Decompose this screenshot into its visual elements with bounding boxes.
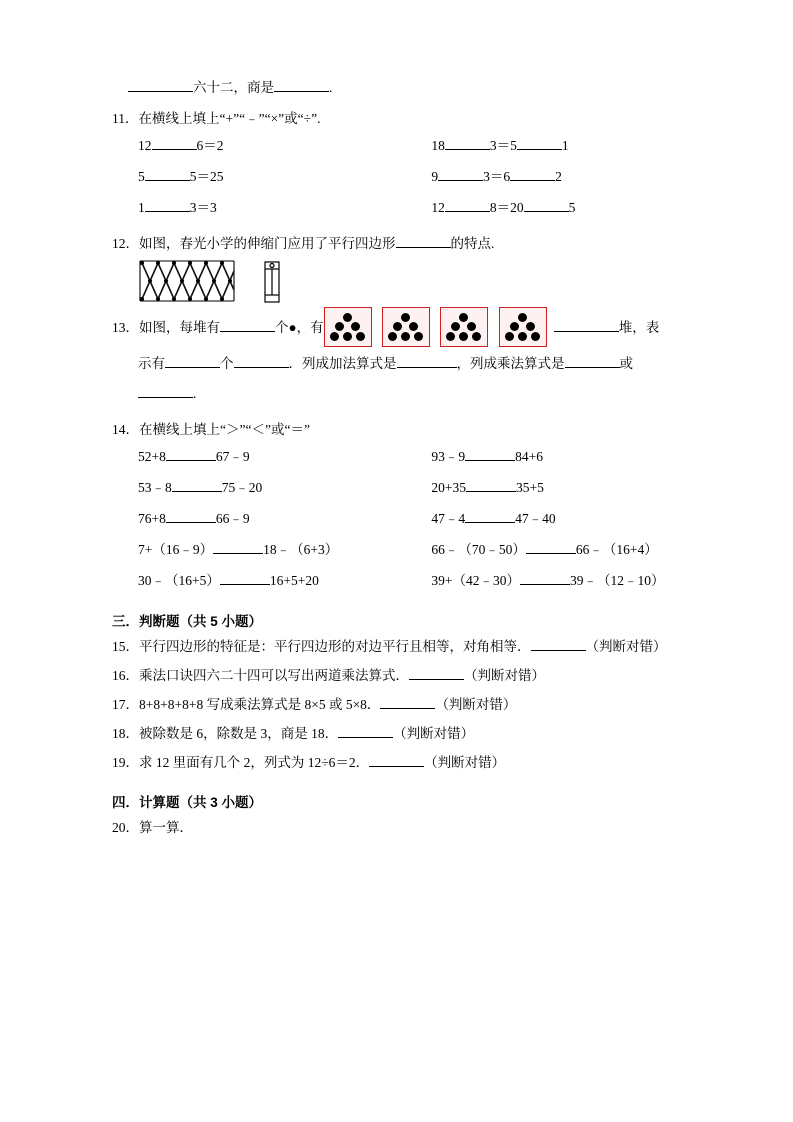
judge-blank[interactable] — [369, 753, 424, 767]
q11-row-1-left — [138, 130, 428, 161]
question-17-text: 8+8+8+8+8 写成乘法算式是 8×5 或 5×8． — [139, 697, 381, 712]
q11-row-1-right — [431, 130, 568, 161]
q14-r2-r-b: 35+5 — [516, 480, 544, 495]
question-19-text: 求 12 里面有几个 2，列式为 12÷6＝2． — [139, 755, 370, 770]
q14-row-2-right — [431, 472, 544, 503]
question-13-text-a: 如图，每堆有 — [139, 320, 220, 336]
q14-row-3 — [138, 503, 681, 534]
judge-blank[interactable] — [380, 695, 435, 709]
q14-r2-r-a: 20+35 — [431, 480, 466, 495]
question-13 — [112, 309, 681, 349]
question-20 — [112, 813, 681, 842]
q11-r3-l-b: 3＝3 — [189, 200, 217, 215]
question-16-tag: （判断对错） — [464, 668, 545, 683]
question-13-text-g: ，列成乘法算式是 — [456, 356, 565, 371]
q14-r2-l-b: 75﹣20 — [221, 480, 263, 495]
q14-r5-r-a: 39+（42﹣30） — [431, 573, 520, 588]
answer-blank[interactable] — [274, 78, 329, 92]
question-12-number: 12． — [112, 236, 139, 251]
q14-r4-l-a: 7+（16﹣9） — [138, 542, 214, 557]
dot-group-2 — [382, 307, 430, 347]
compare-blank[interactable] — [166, 447, 216, 461]
fill-blank[interactable] — [438, 167, 483, 181]
question-15-text: 平行四边形的特征是：平行四边形的对边平行且相等，对角相等． — [139, 639, 531, 654]
telescoping-gate-icon — [138, 259, 236, 303]
question-13-text-e: 个 — [220, 356, 234, 371]
question-16-number: 16． — [112, 668, 139, 683]
q14-r3-r-b: 47﹣40 — [515, 511, 556, 526]
q11-r1-l-b: 6＝2 — [196, 138, 224, 153]
question-13-text-f: ．列成加法算式是 — [288, 356, 397, 371]
question-12-text-b: 的特点. — [450, 236, 495, 251]
fill-blank[interactable] — [554, 318, 619, 332]
q11-row-3-right — [431, 192, 575, 223]
section-3-title: 三．判断题（共 5 小题） — [112, 614, 263, 629]
q11-r3-r-a: 12 — [431, 200, 445, 215]
question-17 — [112, 690, 681, 719]
question-13-text-i: . — [193, 386, 197, 401]
fill-blank[interactable] — [510, 167, 555, 181]
q14-r5-r-b: 39﹣（12﹣10） — [570, 573, 665, 588]
q14-row-1-right — [431, 441, 543, 472]
section-4-title: 四．计算题（共 3 小题） — [112, 795, 263, 810]
q11-row-3-left — [138, 192, 428, 223]
question-12-figure — [138, 259, 681, 307]
question-18 — [112, 719, 681, 748]
compare-blank[interactable] — [220, 571, 270, 585]
fill-blank[interactable] — [220, 318, 275, 332]
fill-blank[interactable] — [524, 198, 569, 212]
question-12-text-a: 如图，春光小学的伸缩门应用了平行四边形 — [139, 236, 396, 251]
q14-row-2 — [138, 472, 681, 503]
question-11-stem: 在横线上填上“+”“﹣”“×”或“÷”. — [138, 111, 321, 126]
question-15 — [112, 632, 681, 661]
fill-blank[interactable] — [165, 354, 220, 368]
q14-row-3-left — [138, 503, 428, 534]
fill-blank[interactable] — [517, 136, 562, 150]
compare-blank[interactable] — [465, 447, 515, 461]
judge-blank[interactable] — [338, 724, 393, 738]
question-15-number: 15． — [112, 639, 139, 654]
fill-blank[interactable] — [234, 354, 289, 368]
fill-blank[interactable] — [445, 198, 490, 212]
question-17-tag: （判断对错） — [435, 697, 517, 712]
q14-r1-l-a: 52+8 — [138, 449, 166, 464]
question-11-rows — [138, 130, 681, 223]
question-16-text: 乘法口诀四六二十四可以写出两道乘法算式． — [139, 668, 409, 683]
q11-r3-l-a: 1 — [138, 200, 145, 215]
q14-r3-l-b: 66﹣9 — [215, 511, 250, 526]
judge-blank[interactable] — [409, 666, 464, 680]
q14-r1-l-b: 67﹣9 — [215, 449, 250, 464]
question-18-number: 18． — [112, 726, 139, 741]
q11-r2-r-a: 9 — [431, 169, 439, 184]
q14-row-1 — [138, 441, 681, 472]
q11-row-1 — [138, 130, 681, 161]
dot-group-4 — [499, 307, 547, 347]
q11-r1-r-b: 3＝5 — [489, 138, 517, 153]
q14-row-4 — [138, 534, 681, 565]
gate-post-icon — [262, 261, 282, 303]
dot-group-3 — [440, 307, 488, 347]
question-18-tag: （判断对错） — [393, 726, 475, 741]
question-14 — [112, 419, 681, 441]
question-12 — [112, 233, 681, 255]
question-13-text-b: 个●，有 — [275, 320, 324, 336]
question-18-text: 被除数是 6，除数是 3，商是 18． — [139, 726, 339, 741]
fill-blank[interactable] — [445, 136, 490, 150]
question-19 — [112, 748, 681, 777]
q14-r3-l-a: 76+8 — [138, 511, 166, 526]
fill-blank[interactable] — [138, 384, 193, 398]
fill-blank[interactable] — [152, 136, 197, 150]
compare-blank[interactable] — [526, 540, 576, 554]
continuation-line — [128, 78, 681, 98]
fill-blank[interactable] — [397, 354, 457, 368]
fill-blank[interactable] — [145, 167, 190, 181]
q14-r4-r-b: 66﹣（16+4） — [575, 542, 658, 557]
q11-row-3 — [138, 192, 681, 223]
q11-r1-r-c: 1 — [561, 138, 569, 153]
question-20-number: 20． — [112, 820, 139, 835]
compare-blank[interactable] — [172, 478, 222, 492]
q11-row-2 — [138, 161, 681, 192]
q14-r1-r-b: 84+6 — [515, 449, 543, 464]
q11-r1-l-a: 12 — [138, 138, 152, 153]
question-13-text-c: 堆，表 — [618, 320, 660, 336]
continuation-text-a: 六十二，商是 — [193, 80, 274, 95]
q14-r5-l-a: 30﹣（16+5） — [138, 573, 220, 588]
question-19-number: 19． — [112, 755, 139, 770]
q11-r3-r-b: 8＝20 — [489, 200, 524, 215]
q14-r5-l-b: 16+5+20 — [269, 573, 319, 588]
q14-row-4-right — [431, 534, 657, 565]
q14-row-5-left — [138, 565, 428, 596]
compare-blank[interactable] — [166, 509, 216, 523]
q14-row-5-right — [431, 565, 664, 596]
q14-row-5 — [138, 565, 681, 596]
question-14-number: 14． — [112, 422, 139, 437]
fill-blank[interactable] — [565, 354, 620, 368]
answer-blank[interactable] — [128, 78, 193, 92]
compare-blank[interactable] — [520, 571, 570, 585]
fill-blank[interactable] — [396, 234, 451, 248]
question-13-continued — [138, 349, 681, 409]
q11-r2-l-a: 5 — [138, 169, 145, 184]
q14-r4-r-a: 66﹣（70﹣50） — [431, 542, 526, 557]
q14-row-4-left — [138, 534, 428, 565]
compare-blank[interactable] — [465, 509, 515, 523]
question-14-rows — [138, 441, 681, 596]
q11-r2-r-b: 3＝6 — [483, 169, 511, 184]
q11-r2-l-b: 5＝25 — [189, 169, 224, 184]
q11-row-2-right — [431, 161, 562, 192]
q14-r2-l-a: 53﹣8 — [138, 480, 172, 495]
dot-group-1 — [324, 307, 372, 347]
question-13-text-d: 示有 — [138, 356, 165, 371]
continuation-text-b: . — [329, 80, 333, 95]
question-11-number: 11． — [112, 111, 139, 126]
q14-row-1-left — [138, 441, 428, 472]
q11-r1-r-a: 18 — [431, 138, 445, 153]
question-14-stem: 在横线上填上“＞”“＜”或“＝” — [139, 422, 310, 437]
compare-blank[interactable] — [213, 540, 263, 554]
q11-r2-r-c: 2 — [555, 169, 562, 184]
question-11 — [112, 108, 681, 130]
fill-blank[interactable] — [145, 198, 190, 212]
q14-r4-l-b: 18﹣（6+3） — [263, 542, 339, 557]
question-13-number: 13． — [112, 320, 139, 336]
compare-blank[interactable] — [466, 478, 516, 492]
q14-row-3-right — [431, 503, 555, 534]
q11-row-2-left — [138, 161, 428, 192]
q14-row-2-left — [138, 472, 428, 503]
question-15-tag: （判断对错） — [585, 639, 667, 654]
q11-r3-r-c: 5 — [568, 200, 576, 215]
judge-blank[interactable] — [531, 637, 586, 651]
q14-r1-r-a: 93﹣9 — [431, 449, 466, 464]
question-13-text-h: 或 — [619, 356, 633, 371]
question-19-tag: （判断对错） — [424, 755, 506, 770]
question-17-number: 17． — [112, 697, 139, 712]
dot-groups-figure — [324, 307, 554, 347]
q14-r3-r-a: 47﹣4 — [431, 511, 466, 526]
question-20-text: 算一算． — [139, 820, 193, 835]
question-16 — [112, 661, 681, 690]
